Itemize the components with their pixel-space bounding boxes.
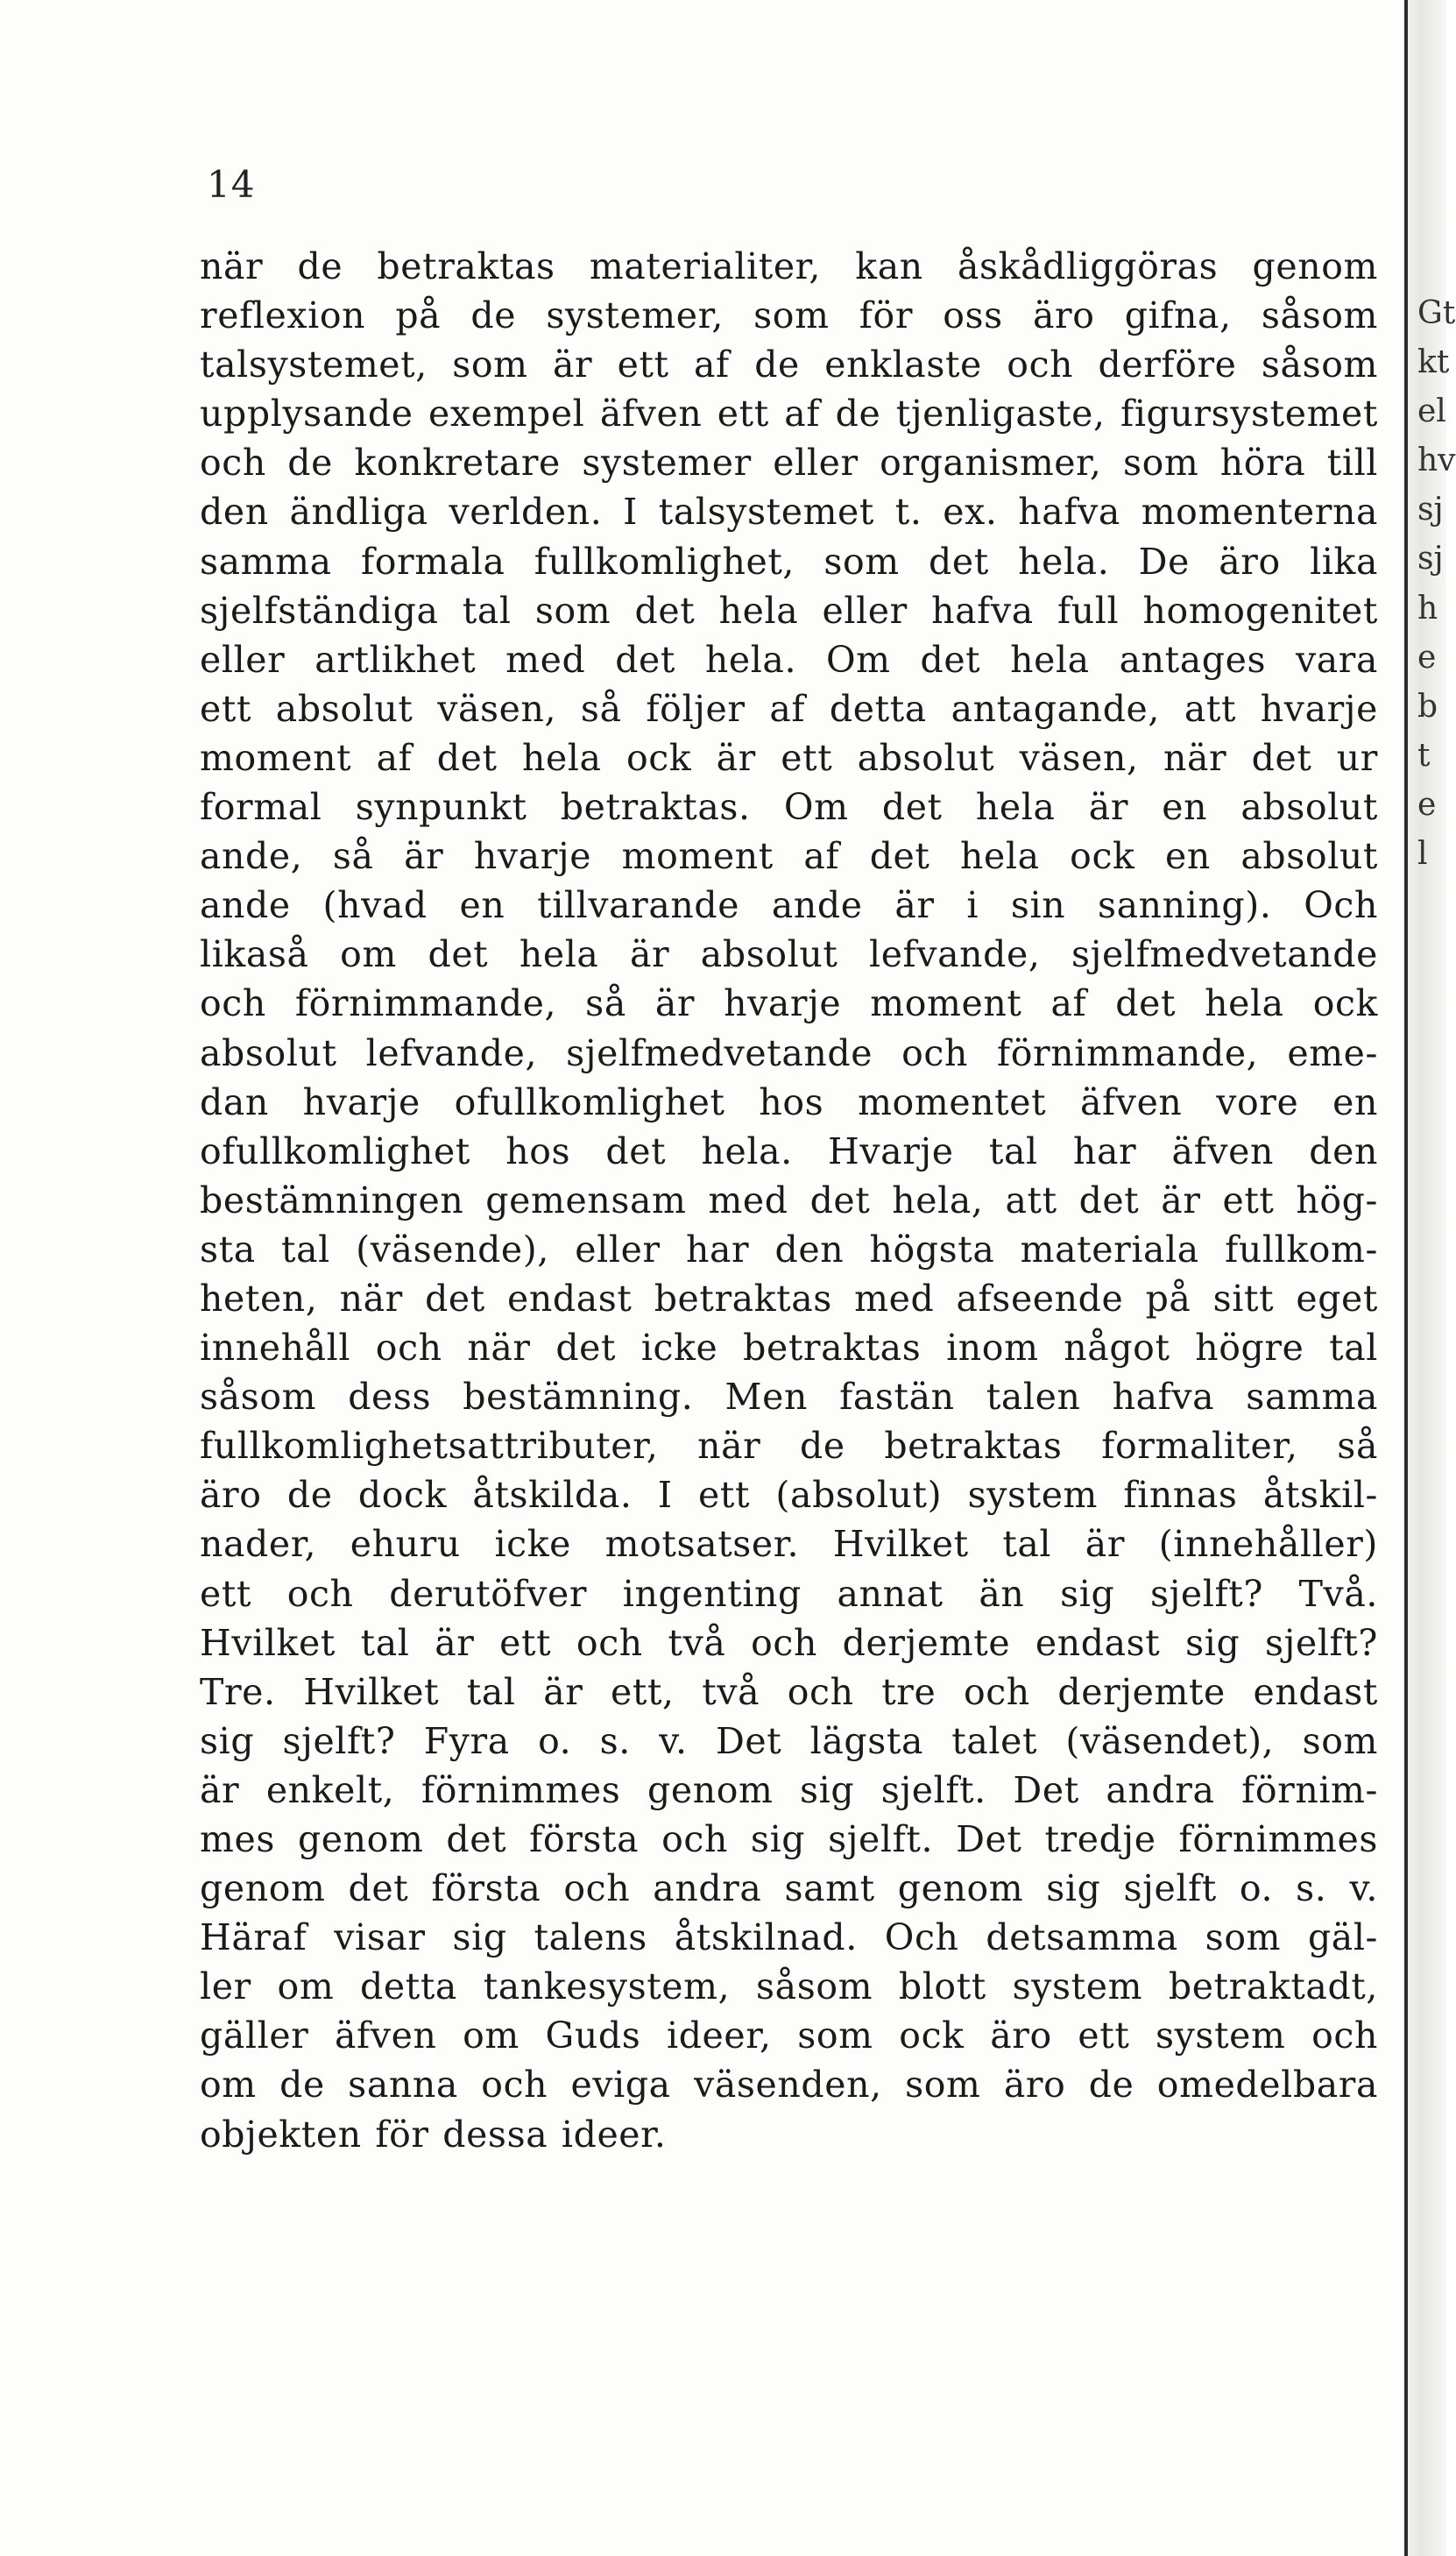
fragment: sj <box>1417 492 1444 528</box>
fragment: h <box>1417 590 1438 627</box>
body-text <box>200 242 1378 2159</box>
text-line: gäller äfven om Guds ideer, som ock äro ett system och <box>200 2014 1378 2057</box>
text-line: är enkelt, förnimmes genom sig sjelft. Det andra förnim- <box>200 1768 1378 1811</box>
text-line: objekten för dessa ideer. <box>200 2113 667 2156</box>
fragment: t <box>1417 737 1431 774</box>
text-line: upplysande exempel äfven ett af de tjenligaste, figursystemet <box>200 393 1378 435</box>
text-line: talsystemet, som är ett af de enklaste och derföre såsom <box>200 343 1378 386</box>
page-edge-divider <box>1404 0 1408 2556</box>
text-line: och förnimmande, så är hvarje moment af det hela ock <box>200 982 1378 1025</box>
text-line: absolut lefvande, sjelfmedvetande och förnimmande, eme- <box>200 1031 1378 1074</box>
text-line: sig sjelft? Fyra o. s. v. Det lägsta talet (väsendet), som <box>200 1719 1378 1762</box>
text-line: mes genom det första och sig sjelft. Det tredje förnimmes <box>200 1818 1378 1860</box>
text-line: bestämningen gemensam med det hela, att det är ett hög- <box>200 1179 1378 1221</box>
text-line: ett absolut väsen, så följer af detta antagande, att hvarje <box>200 687 1378 730</box>
text-line: dan hvarje ofullkomlighet hos momentet äfven vore en <box>200 1080 1378 1123</box>
text-line: äro de dock åtskilda. I ett (absolut) system finnas åtskil- <box>200 1474 1378 1517</box>
text-line: eller artlikhet med det hela. Om det hela antages vara <box>200 638 1378 681</box>
text-line: ofullkomlighet hos det hela. Hvarje tal har äfven den <box>200 1129 1378 1172</box>
fragment: e <box>1417 786 1437 823</box>
text-line: reflexion på de systemer, som för oss äro gifna, såsom <box>200 294 1378 337</box>
text-line: sta tal (väsende), eller har den högsta materiala fullkom- <box>200 1228 1378 1271</box>
text-line: likaså om det hela är absolut lefvande, sjelfmedvetande <box>200 933 1378 976</box>
text-line: om de sanna och eviga väsenden, som äro de omedelbara <box>200 2064 1378 2106</box>
text-line: Tre. Hvilket tal är ett, två och tre och derjemte endast <box>200 1670 1378 1713</box>
fragment: el <box>1417 393 1446 430</box>
fragment: l <box>1417 836 1428 873</box>
text-line: ler om detta tankesystem, såsom blott system betraktadt, <box>200 1965 1378 2008</box>
text-line: moment af det hela ock är ett absolut väsen, när det ur <box>200 736 1378 779</box>
text-line: såsom dess bestämning. Men fastän talen hafva samma <box>200 1376 1378 1419</box>
text-line: och de konkretare systemer eller organismer, som höra till <box>200 442 1378 485</box>
text-line: när de betraktas materialiter, kan åskådliggöras genom <box>200 245 1378 287</box>
text-line: sjelfständiga tal som det hela eller hafva full homogenitet <box>200 589 1378 632</box>
text-line: innehåll och när det icke betraktas inom något högre tal <box>200 1327 1378 1370</box>
text-line: den ändliga verlden. I talsystemet t. ex. hafva momenterna <box>200 491 1378 534</box>
text-line: Hvilket tal är ett och två och derjemte endast sig sjelft? <box>200 1621 1378 1664</box>
text-line: genom det första och andra samt genom sig sjelft o. s. v. <box>200 1867 1378 1910</box>
fragment: sj <box>1417 541 1444 577</box>
fragment: kt <box>1417 344 1450 381</box>
fragment: hv <box>1417 443 1456 479</box>
text-line: ande, så är hvarje moment af det hela ock en absolut <box>200 835 1378 878</box>
text-line: Häraf visar sig talens åtskilnad. Och detsamma som gäl- <box>200 1916 1378 1959</box>
fragment: e <box>1417 639 1437 676</box>
fragment: b <box>1417 688 1438 725</box>
fragment: Gt <box>1417 295 1456 331</box>
text-line: formal synpunkt betraktas. Om det hela är en absolut <box>200 786 1378 829</box>
text-line: ande (hvad en tillvarande ande är i sin sanning). Och <box>200 884 1378 927</box>
text-line: ett och derutöfver ingenting annat än sig sjelft? Två. <box>200 1572 1378 1615</box>
text-line: nader, ehuru icke motsatser. Hvilket tal är (innehåller) <box>200 1523 1378 1566</box>
text-line: samma formala fullkomlighet, som det hela. De äro lika <box>200 540 1378 583</box>
text-line: heten, när det endast betraktas med afseende på sitt eget <box>200 1277 1378 1320</box>
page-number: 14 <box>207 163 256 206</box>
text-line: fullkomlighetsattributer, när de betraktas formaliter, så <box>200 1425 1378 1468</box>
adjacent-page-fragments <box>1417 289 1456 879</box>
